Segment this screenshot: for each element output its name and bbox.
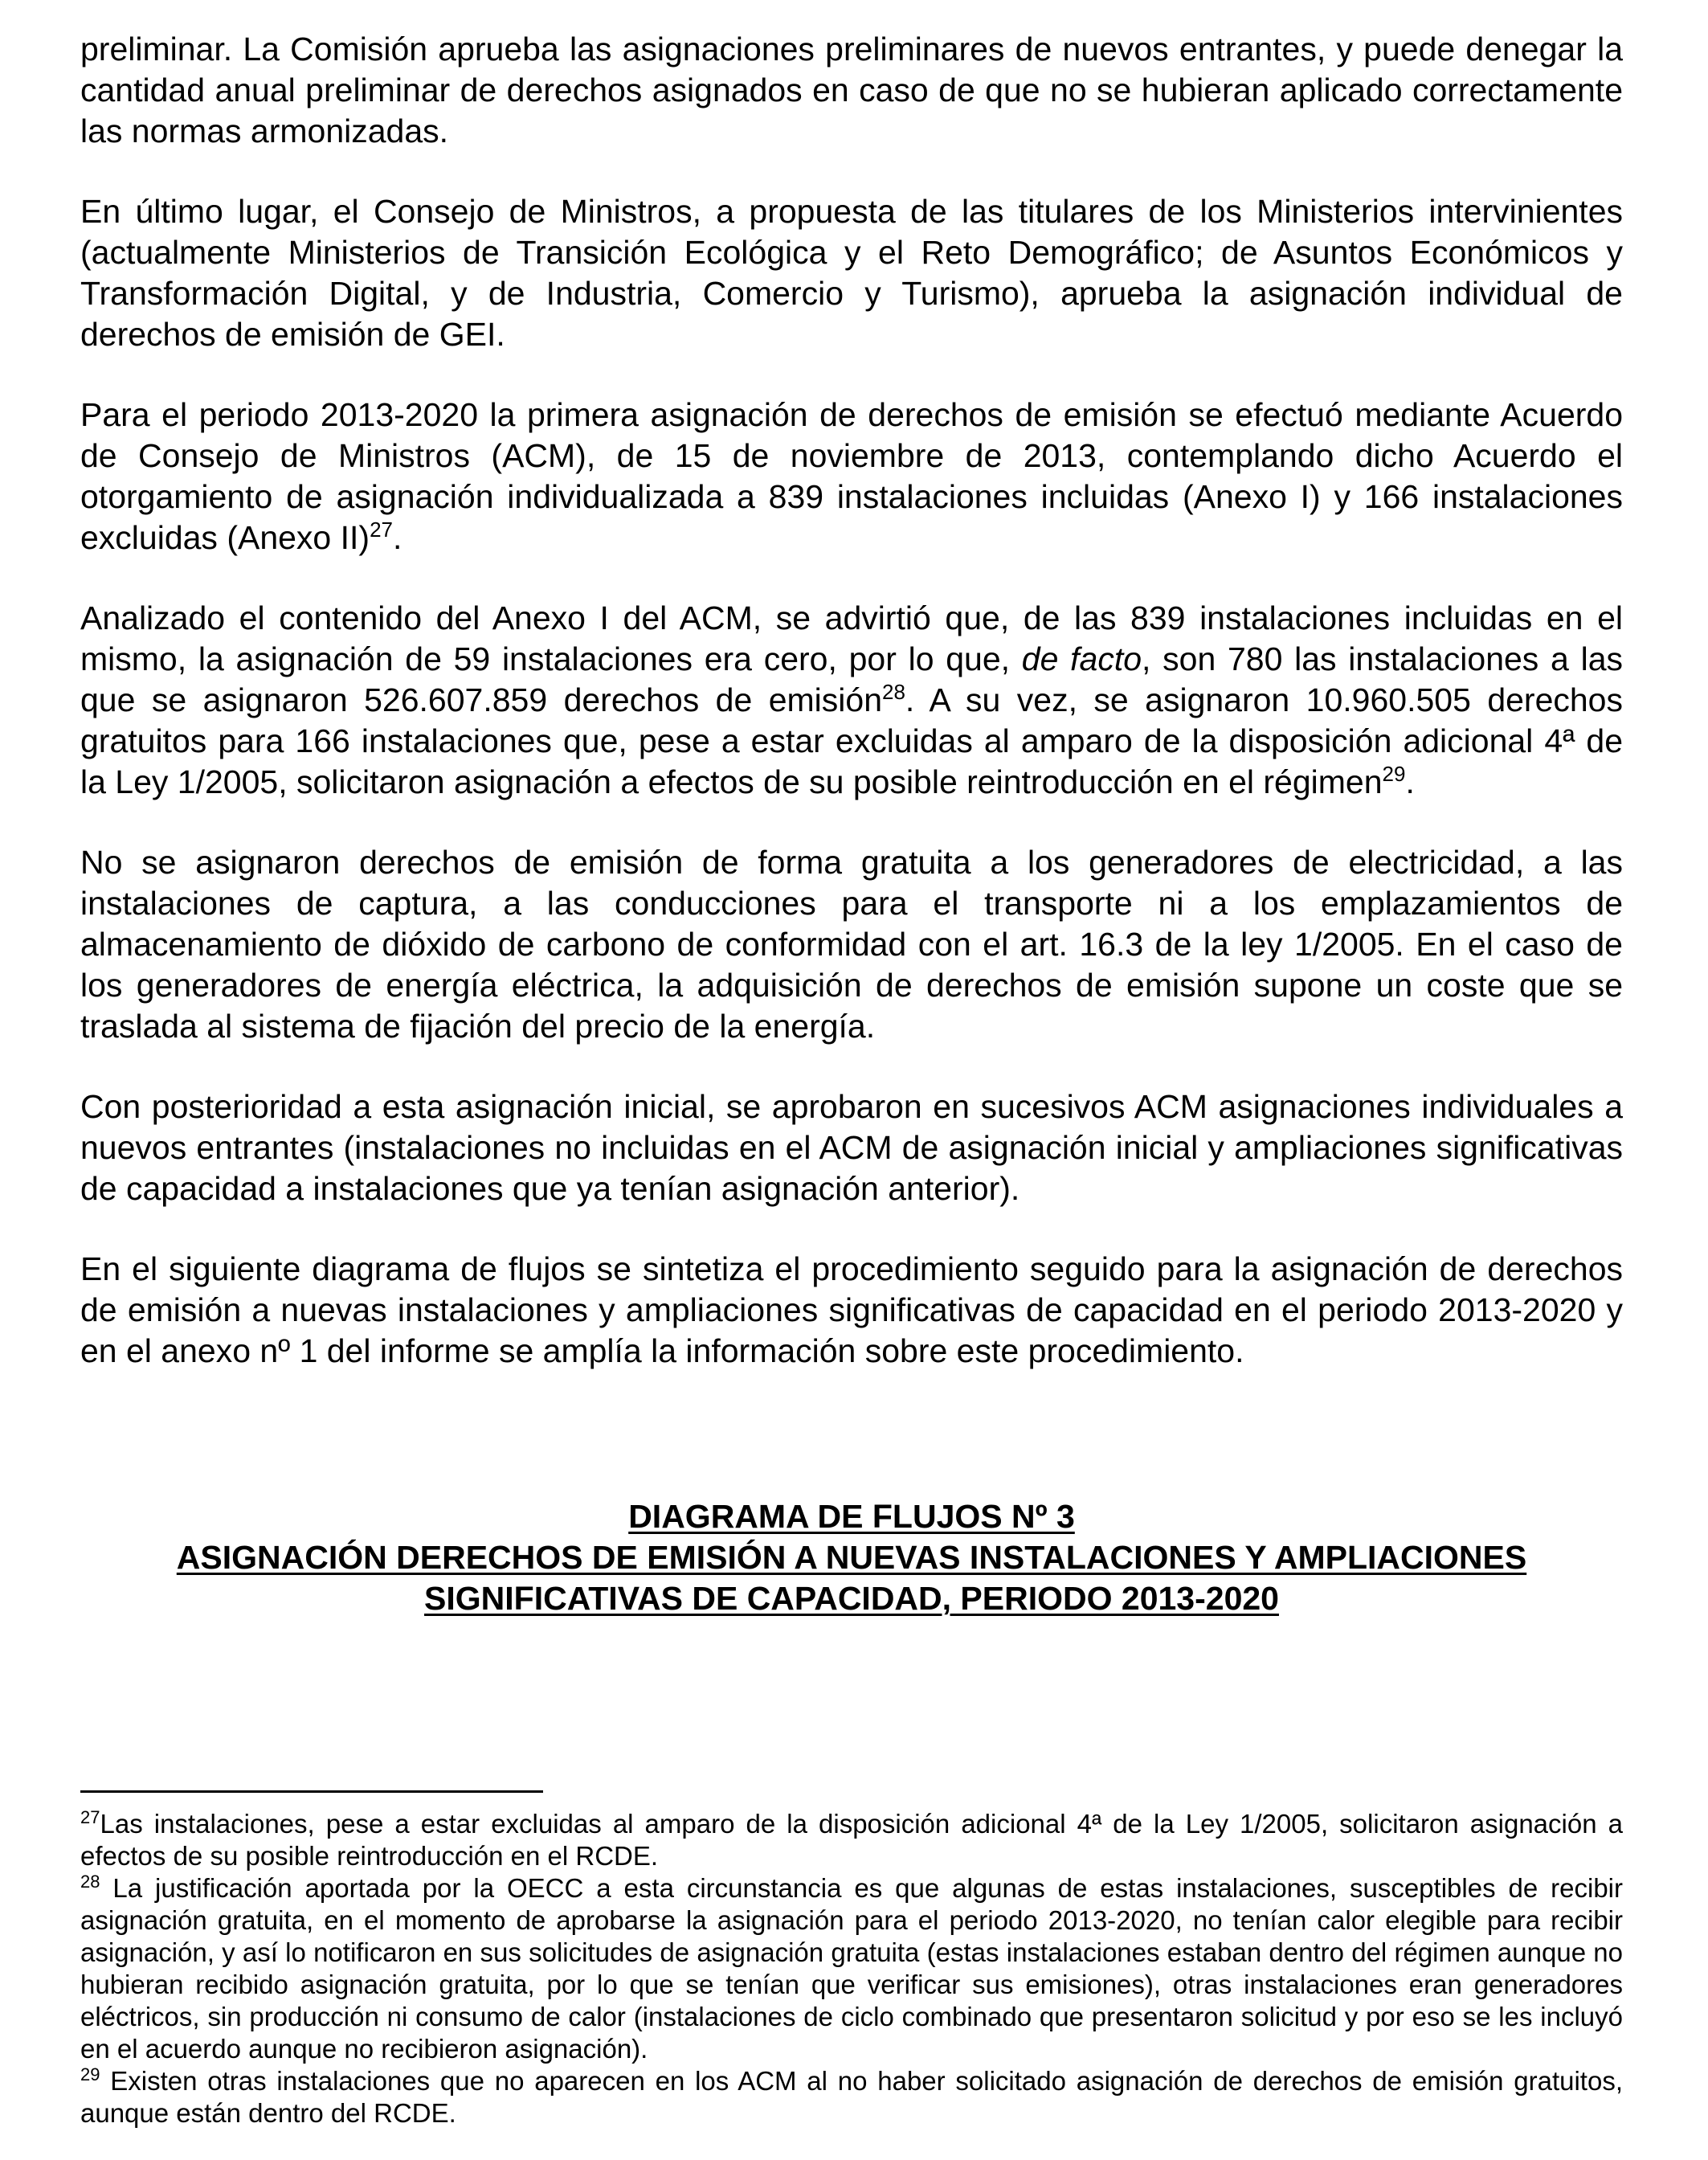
footnote-separator — [80, 1790, 543, 1793]
footnote-28 — [80, 1872, 1623, 2065]
diagram-title-line-2: ASIGNACIÓN DERECHOS DE EMISIÓN A NUEVAS INSTALACIONES Y AMPLIACIONES — [176, 1539, 1527, 1576]
paragraph-4-italic: de facto — [1021, 640, 1142, 677]
paragraph-4-part-d: . — [1405, 763, 1415, 800]
footnote-text: Existen otras instalaciones que no aparecen en los ACM al no haber solicitado asignación de derechos de emisión gratuitos, aunque están dentro del RCDE. — [80, 2066, 1623, 2128]
paragraph-6: Con posterioridad a esta asignación inicial, se aprobaron en sucesivos ACM asignaciones individuales a nuevos entrantes (instalaciones no incluidas en el ACM de asignación inicial y ampliaciones significativas de capacidad a instalaciones que ya tenían asignación anterior). — [80, 1088, 1623, 1207]
document-body — [80, 29, 1623, 1411]
footnote-ref-29[interactable]: 29 — [1382, 762, 1406, 786]
paragraph-1: preliminar. La Comisión aprueba las asignaciones preliminares de nuevos entrantes, y puede denegar la cantidad anual preliminar de derechos asignados en caso de que no se hubieran aplicado correctamente las normas armonizadas. — [80, 31, 1623, 149]
footnote-29 — [80, 2065, 1623, 2129]
diagram-title — [80, 1496, 1623, 1619]
paragraph-2: En último lugar, el Consejo de Ministros, a propuesta de las titulares de los Ministerios intervinientes (actualmente Ministerios de Transición Ecológica y el Reto Demográfico; de Asuntos Económicos y Transformación Digital, y de Industria, Comercio y Turismo), aprueba la asignación individual de derechos de emisión de GEI. — [80, 193, 1623, 353]
footnote-27 — [80, 1808, 1623, 1872]
footnote-ref-28[interactable]: 28 — [882, 680, 905, 704]
footnote-text: La justificación aportada por la OECC a esta circunstancia es que algunas de estas instalaciones, susceptibles de recibir asignación gratuita, en el momento de aprobarse la asignación para el periodo 2013-2020, no tenían calor elegible para recibir asignación, y así lo notificaron en sus solicitudes de asignación gratuita (estas instalaciones estaban dentro del régimen aunque no hubieran recibido asignación gratuita, por lo que se tenían que verificar sus emisiones), otras instalaciones eran generadores eléctricos, sin producción ni consumo de calor (instalaciones de ciclo combinado que presentaron solicitud y por eso se les incluyó en el acuerdo aunque no recibieron asignación). — [80, 1873, 1623, 2064]
paragraph-3-end: . — [392, 519, 402, 556]
paragraph-4-part-c: . A su vez, se asignaron 10.960.505 derechos gratuitos para 166 instalaciones que, pese a estar excluidas al amparo de la disposición adicional 4ª de la Ley 1/2005, solicitaron asignación a efectos de su posible reintroducción en el régimen — [80, 681, 1623, 800]
paragraph-7: En el siguiente diagrama de flujos se sintetiza el procedimiento seguido para la asignación de derechos de emisión a nuevas instalaciones y ampliaciones significativas de capacidad en el periodo 2013-2020 y en el anexo nº 1 del informe se amplía la información sobre este procedimiento. — [80, 1250, 1623, 1369]
paragraph-3 — [80, 395, 1623, 558]
paragraph-5: No se asignaron derechos de emisión de forma gratuita a los generadores de electricidad, a las instalaciones de captura, a las conducciones para el transporte ni a los emplazamientos de almacenamiento de dióxido de carbono de conformidad con el art. 16.3 de la ley 1/2005. En el caso de los generadores de energía eléctrica, la adquisición de derechos de emisión supone un coste que se traslada al sistema de fijación del precio de la energía. — [80, 844, 1623, 1045]
paragraph-4-part-a: Analizado el contenido del Anexo I del ACM, se advirtió que, de las 839 instalaciones incluidas en el mismo, la asignación de 59 instalaciones era cero, por lo que, — [80, 599, 1623, 677]
footnote-number: 27 — [80, 1807, 100, 1827]
paragraph-3-text: Para el periodo 2013-2020 la primera asignación de derechos de emisión se efectuó mediante Acuerdo de Consejo de Ministros (ACM), de 15 de noviembre de 2013, contemplando dicho Acuerdo el otorgamiento de asignación individualizada a 839 instalaciones incluidas (Anexo I) y 166 instalaciones excluidas (Anexo II) — [80, 396, 1623, 556]
paragraph-4-part-b: , son 780 las instalaciones a las que se asignaron 526.607.859 derechos de emisión — [80, 640, 1623, 718]
footnote-number: 29 — [80, 2064, 100, 2084]
diagram-title-line-1: DIAGRAMA DE FLUJOS Nº 3 — [628, 1498, 1075, 1535]
footnote-number: 28 — [80, 1872, 100, 1892]
diagram-title-line-3: SIGNIFICATIVAS DE CAPACIDAD, PERIODO 2013-2020 — [424, 1580, 1279, 1617]
footnote-ref-27[interactable]: 27 — [370, 518, 393, 542]
paragraph-4 — [80, 598, 1623, 803]
footnotes — [80, 1808, 1623, 2129]
footnote-text: Las instalaciones, pese a estar excluidas al amparo de la disposición adicional 4ª de la Ley 1/2005, solicitaron asignación a efectos de su posible reintroducción en el RCDE. — [80, 1809, 1623, 1871]
